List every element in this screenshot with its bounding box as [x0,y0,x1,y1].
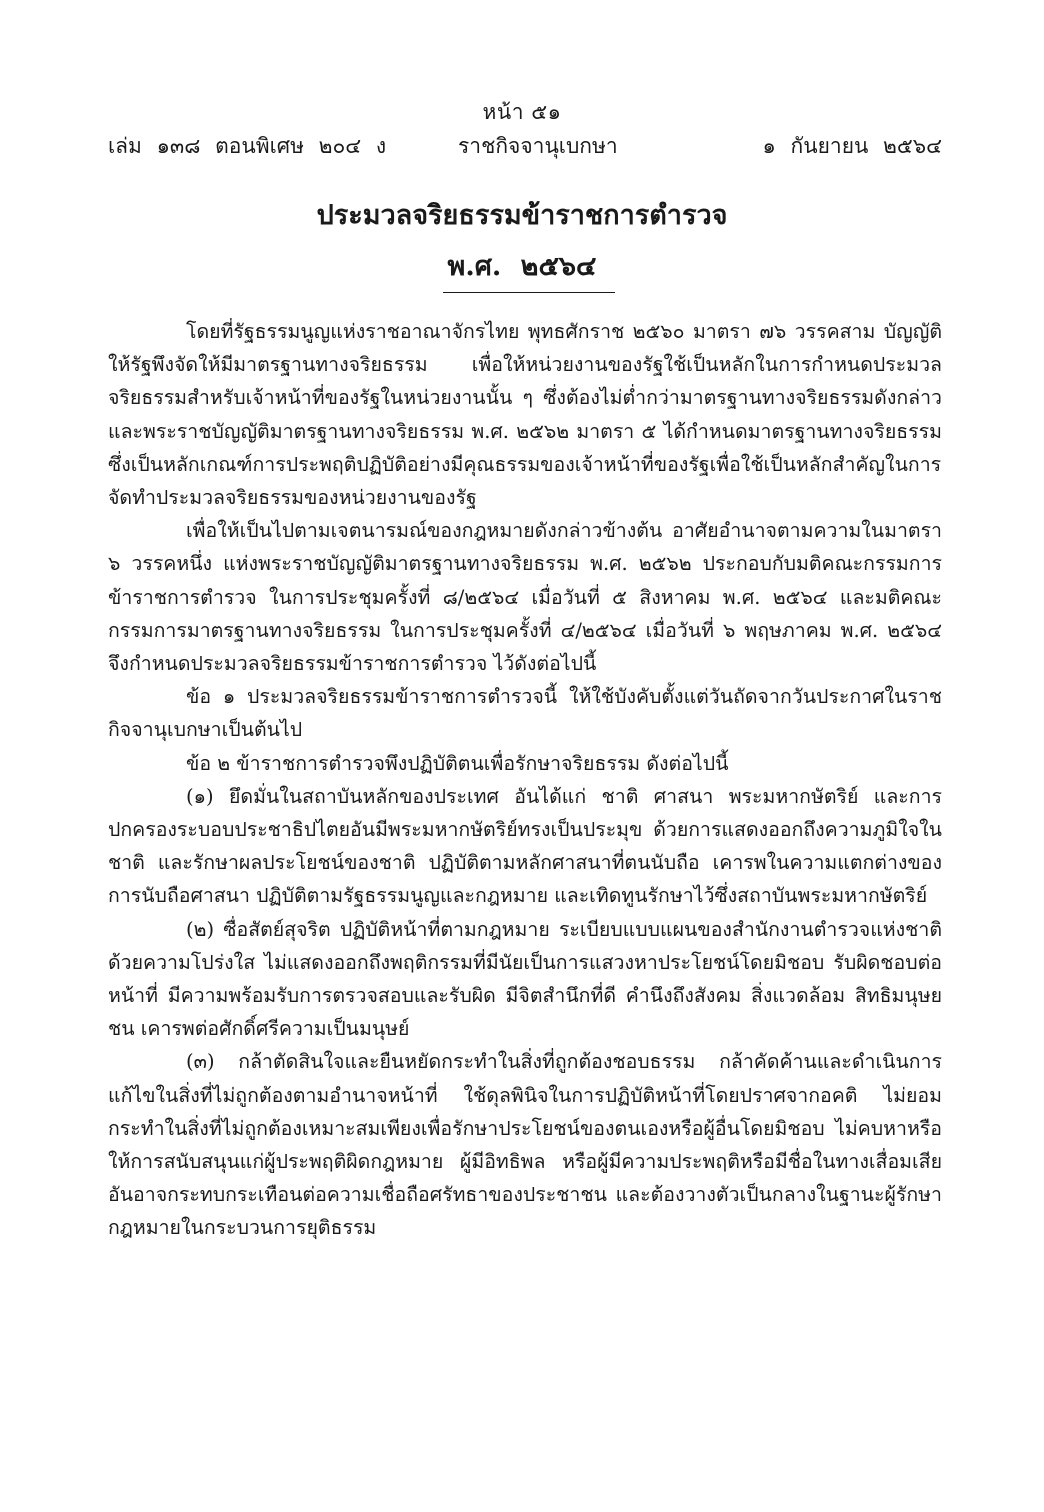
title-divider [443,292,615,293]
clause-2-item-1: (๑) ยึดมั่นในสถาบันหลักของประเทศ อันได้แก่ ชาติ ศาสนา พระมหากษัตริย์ และการปกครองระบอบประชาธิปไตยอันมีพระมหากษัตริย์ทรงเป็นประมุข ด้วยการแสดงออกถึงความภูมิใจในชาติ และรักษาผลประโยชน์ของชาติ ปฏิบัติตามหลักศาสนาที่ตนนับถือ เคารพในความแตกต่างของการนับถือศาสนา ปฏิบัติตามรัฐธรรมนูญและกฎหมาย และเทิดทูนรักษาไว้ซึ่งสถาบันพระมหากษัตริย์ [108,784,942,908]
document-year: พ.ศ. ๒๕๖๔ [447,251,597,282]
preamble-paragraph: โดยที่รัฐธรรมนูญแห่งราชอาณาจักรไทย พุทธศักราช ๒๕๖๐ มาตรา ๗๖ วรรคสาม บัญญัติให้รัฐพึงจัดให้มีมาตรฐานทางจริยธรรม เพื่อให้หน่วยงานของรัฐใช้เป็นหลักในการกำหนดประมวลจริยธรรมสำหรับเจ้าหน้าที่ของรัฐในหน่วยงานนั้น ๆ ซึ่งต้องไม่ต่ำกว่ามาตรฐานทางจริยธรรมดังกล่าว และพระราชบัญญัติมาตรฐานทางจริยธรรม พ.ศ. ๒๕๖๒ มาตรา ๕ ได้กำหนดมาตรฐานทางจริยธรรมซึ่งเป็นหลักเกณฑ์การประพฤติปฏิบัติอย่างมีคุณธรรมของเจ้าหน้าที่ของรัฐเพื่อใช้เป็นหลักสำคัญในการจัดทำประมวลจริยธรรมของหน่วยงานของรัฐ [108,320,942,510]
volume-info: เล่ม ๑๓๘ ตอนพิเศษ ๒๐๔ ง [108,134,387,158]
clause-2: ข้อ ๒ ข้าราชการตำรวจพึงปฏิบัติตนเพื่อรักษาจริยธรรม ดังต่อไปนี้ [186,751,729,775]
page-number: หน้า ๕๑ [482,100,562,124]
gazette-header [108,130,942,160]
authority-paragraph: เพื่อให้เป็นไปตามเจตนารมณ์ของกฎหมายดังกล่าวข้างต้น อาศัยอำนาจตามความในมาตรา ๖ วรรคหนึ่ง แห่งพระราชบัญญัติมาตรฐานทางจริยธรรม พ.ศ. ๒๕๖๒ ประกอบกับมติคณะกรรมการข้าราชการตำรวจ ในการประชุมครั้งที่ ๘/๒๕๖๔ เมื่อวันที่ ๕ สิงหาคม พ.ศ. ๒๕๖๔ และมติคณะกรรมการมาตรฐานทางจริยธรรม ในการประชุมครั้งที่ ๔/๒๕๖๔ เมื่อวันที่ ๖ พฤษภาคม พ.ศ. ๒๕๖๔ จึงกำหนดประมวลจริยธรรมข้าราชการตำรวจ ไว้ดังต่อไปนี้ [108,519,942,676]
publication-date: ๑ กันยายน ๒๕๖๔ [762,134,942,158]
document-body [108,315,942,1245]
document-title: ประมวลจริยธรรมข้าราชการตำรวจ [316,200,728,231]
clause-2-item-3: (๓) กล้าตัดสินใจและยืนหยัดกระทำในสิ่งที่ถูกต้องชอบธรรม กล้าคัดค้านและดำเนินการแก้ไขในสิ่งที่ไม่ถูกต้องตามอำนาจหน้าที่ ใช้ดุลพินิจในการปฏิบัติหน้าที่โดยปราศจากอคติ ไม่ยอมกระทำในสิ่งที่ไม่ถูกต้องเหมาะสมเพียงเพื่อรักษาประโยชน์ของตนเองหรือผู้อื่นโดยมิชอบ ไม่คบหาหรือให้การสนับสนุนแก่ผู้ประพฤติผิดกฎหมาย ผู้มีอิทธิพล หรือผู้มีความประพฤติหรือมีชื่อในทางเสื่อมเสีย อันอาจกระทบกระเทือนต่อความเชื่อถือศรัทธาของประชาชน และต้องวางตัวเป็นกลางในฐานะผู้รักษากฎหมายในกระบวนการยุติธรรม [108,1050,942,1240]
publication-name: ราชกิจจานุเบกษา [458,134,618,158]
clause-1: ข้อ ๑ ประมวลจริยธรรมข้าราชการตำรวจนี้ ให้ใช้บังคับตั้งแต่วันถัดจากวันประกาศในราชกิจจานุเบกษาเป็นต้นไป [108,685,942,742]
clause-2-item-2: (๒) ซื่อสัตย์สุจริต ปฏิบัติหน้าที่ตามกฎหมาย ระเบียบแบบแผนของสำนักงานตำรวจแห่งชาติด้วยความโปร่งใส ไม่แสดงออกถึงพฤติกรรมที่มีนัยเป็นการแสวงหาประโยชน์โดยมิชอบ รับผิดชอบต่อหน้าที่ มีความพร้อมรับการตรวจสอบและรับผิด มีจิตสำนึกที่ดี คำนึงถึงสังคม สิ่งแวดล้อม สิทธิมนุษยชน เคารพต่อศักดิ์ศรีความเป็นมนุษย์ [108,917,942,1041]
